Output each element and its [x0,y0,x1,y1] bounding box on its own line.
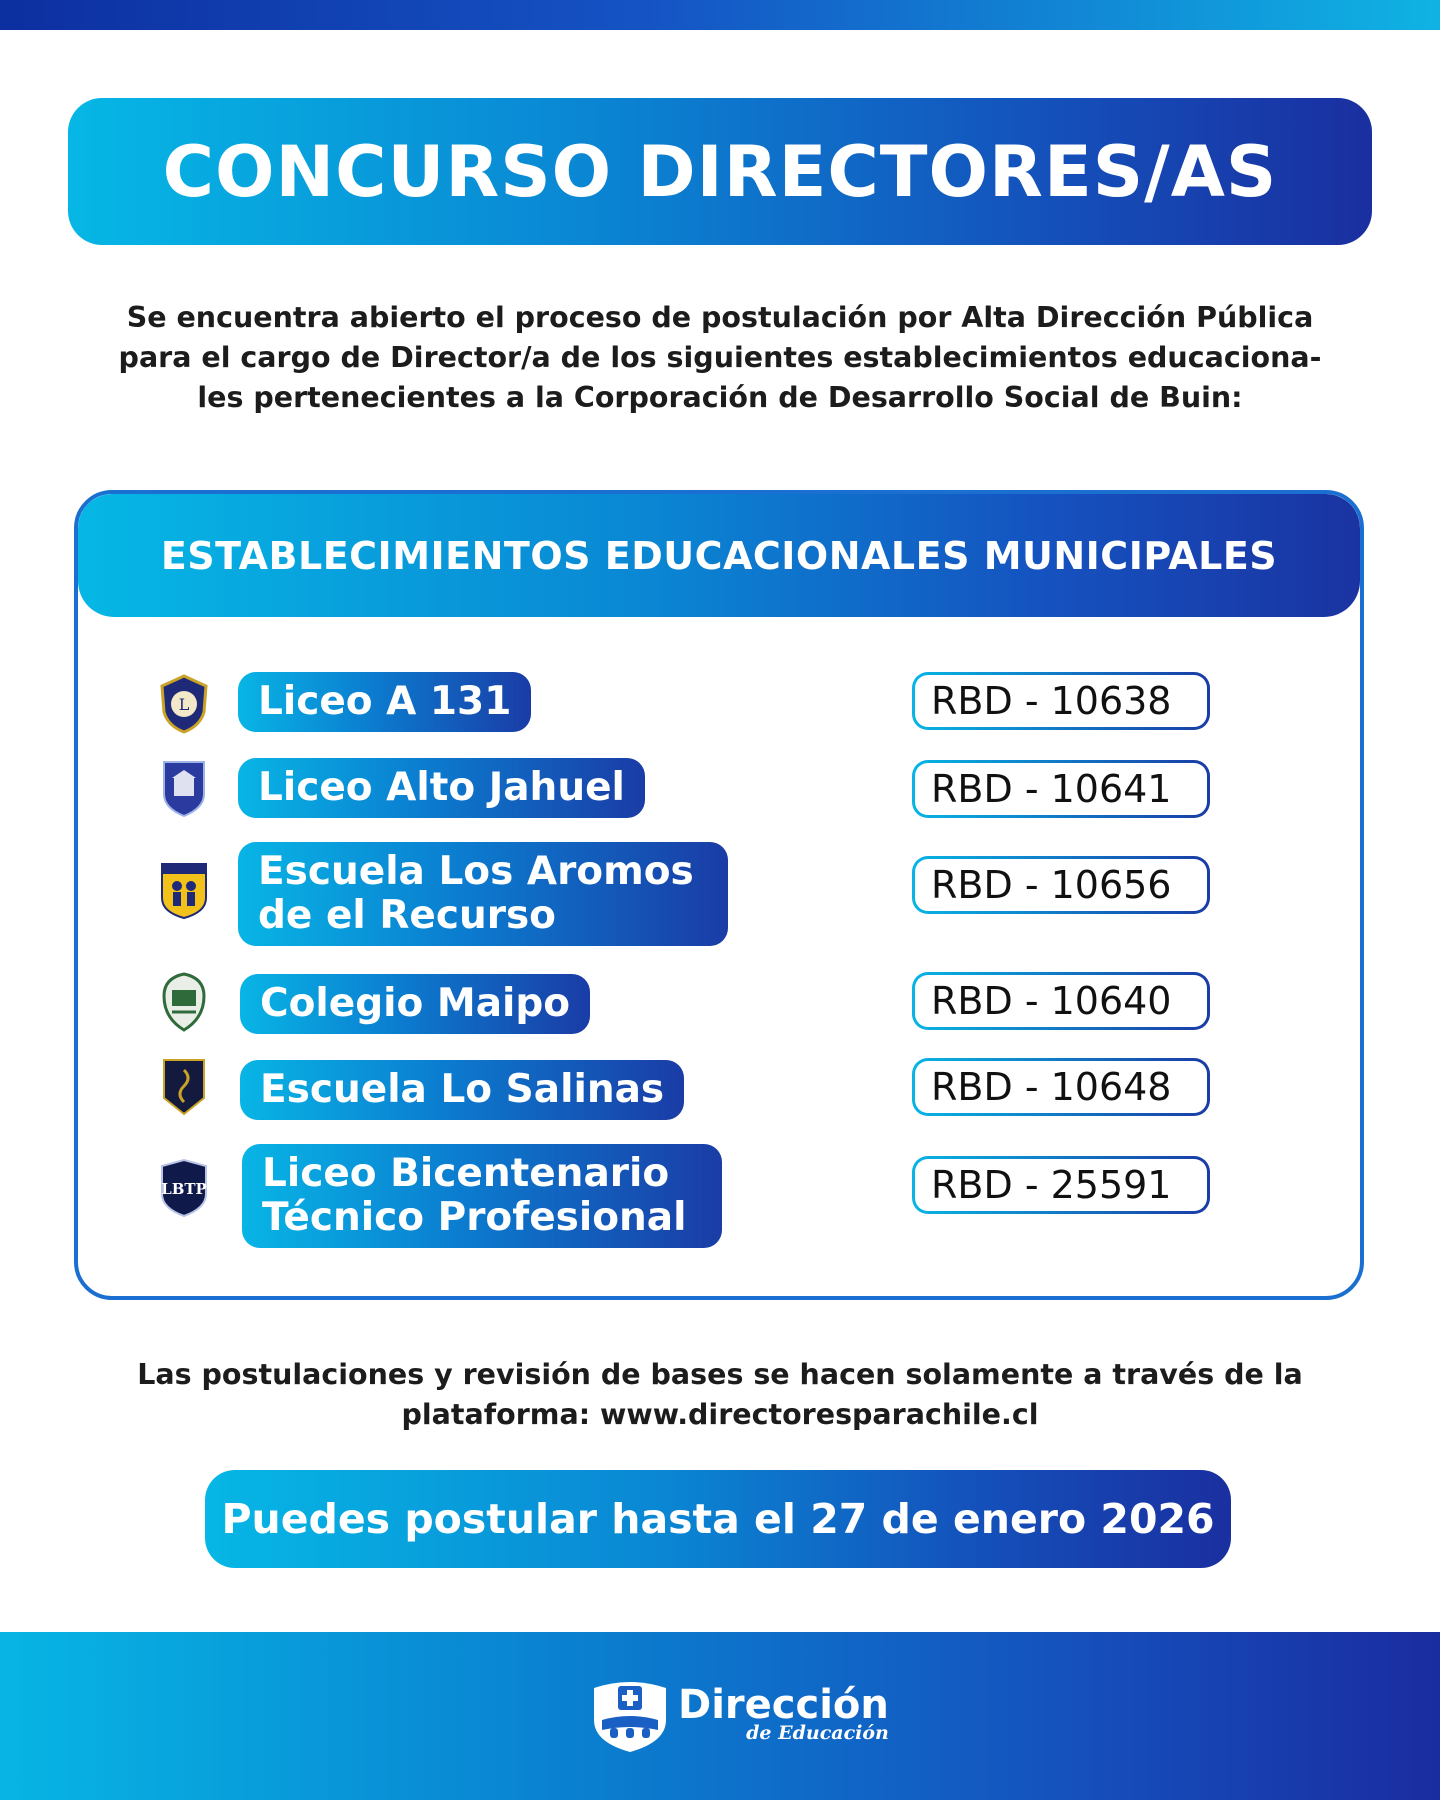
school-name-pill [238,672,531,732]
rbd-code-box [912,1156,1210,1214]
education-shield-logo-icon [588,1672,672,1756]
school-name: Liceo Bicentenario [262,1151,670,1196]
section-header [78,494,1360,617]
liceo-alto-jahuel-crest-icon [158,758,210,818]
rbd-code-box [912,672,1210,730]
section-title: ESTABLECIMIENTOS EDUCACIONALES MUNICIPALES [160,533,1278,578]
rbd-code: RBD - 10641 [931,767,1172,811]
footer-line: Las postulaciones y revisión de bases se hacen solamente a través de la [137,1358,1303,1391]
school-name: Colegio Maipo [260,981,571,1026]
intro-line: para el cargo de Director/a de los siguientes establecimientos educaciona- [118,341,1322,374]
deadline-text: Puedes postular hasta el 27 de enero 2026 [221,1495,1215,1543]
escuela-los-aromos-crest-icon [158,860,210,920]
school-name-pill [240,1060,684,1120]
logo-sub-text: de Educación [746,1722,889,1744]
school-name-pill [242,1144,722,1248]
rbd-code: RBD - 25591 [931,1163,1172,1207]
school-name: de el Recurso [258,893,556,938]
footer-note [90,1355,1350,1435]
rbd-code-box [912,1058,1210,1116]
top-decorative-strip [0,0,1440,30]
deadline-banner [205,1470,1231,1568]
school-name-pill [238,842,728,946]
school-name: Técnico Profesional [262,1195,687,1240]
rbd-code-box [912,760,1210,818]
logo-main-text: Dirección [678,1682,889,1728]
rbd-code: RBD - 10656 [931,863,1172,907]
rbd-code: RBD - 10648 [931,1065,1172,1109]
school-name-pill [238,758,645,818]
liceo-bicentenario-crest-icon [158,1158,210,1218]
rbd-code: RBD - 10638 [931,679,1172,723]
escuela-lo-salinas-crest-icon [158,1056,210,1116]
colegio-maipo-crest-icon [158,972,210,1032]
direccion-educacion-logo [588,1672,889,1756]
school-name: Liceo A 131 [258,679,512,724]
footer-line: plataforma: www.directoresparachile.cl [401,1398,1039,1431]
intro-line: Se encuentra abierto el proceso de postulación por Alta Dirección Pública [126,301,1314,334]
intro-line: les pertenecientes a la Corporación de Desarrollo Social de Buin: [197,381,1243,414]
school-name: Escuela Los Aromos [258,849,694,894]
page-title-banner [68,98,1372,245]
svg-text:LBTP: LBTP [161,1180,207,1198]
liceo-a131-crest-icon [158,674,210,734]
svg-text:L: L [178,695,190,714]
rbd-code-box [912,856,1210,914]
page-title: CONCURSO DIRECTORES/AS [162,130,1278,213]
rbd-code: RBD - 10640 [931,979,1172,1023]
schools-card [74,490,1364,1300]
school-name: Escuela Lo Salinas [260,1067,665,1112]
intro-paragraph [90,298,1350,418]
school-name: Liceo Alto Jahuel [258,765,625,810]
rbd-code-box [912,972,1210,1030]
school-name-pill [240,974,590,1034]
